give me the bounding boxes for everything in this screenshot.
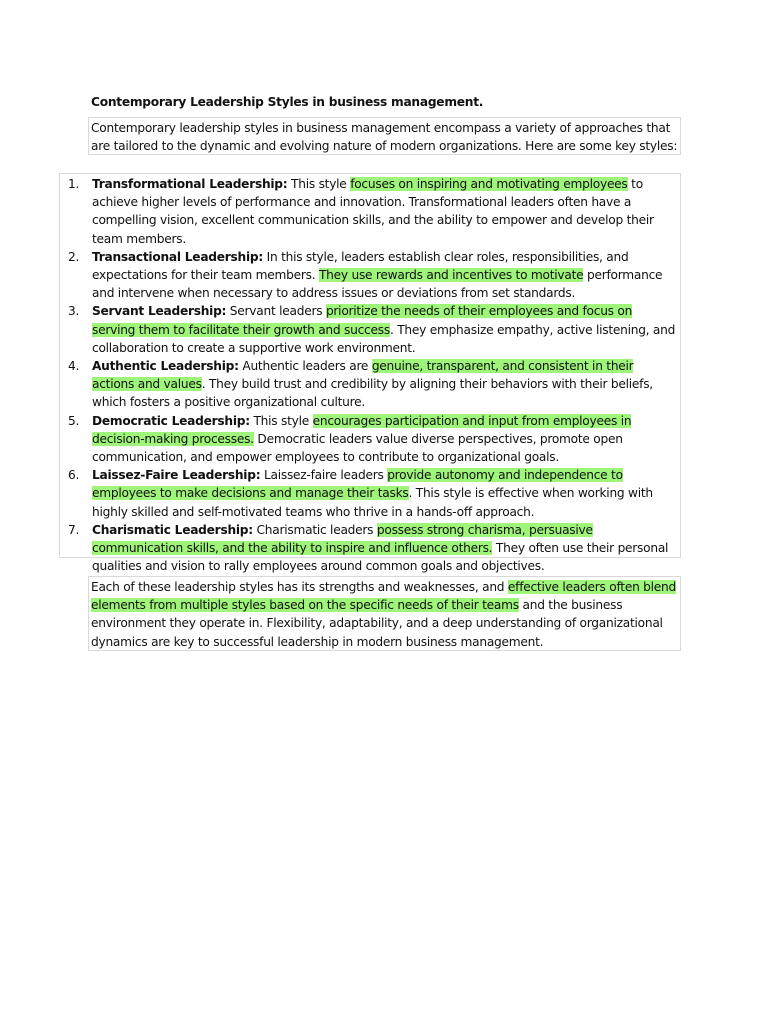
body-text: . This style is effective when working with highly skilled and self-motivated teams who thrive in a hands-off approach. <box>92 486 653 519</box>
body-text: performance and intervene when necessary to address issues or deviations from set standards. <box>92 268 663 301</box>
leadership-style-item <box>62 302 678 357</box>
body-text: They often use their personal qualities and vision to rally employees around common goals and objectives. <box>92 541 669 574</box>
body-text: This style <box>287 177 351 191</box>
leadership-style-name: Charismatic Leadership: <box>92 522 253 537</box>
list-number: 5. <box>68 413 80 428</box>
highlighted-text: possess strong charisma, persuasive communication skills, and the ability to inspire and influence others. <box>92 522 593 556</box>
leadership-style-name: Servant Leadership: <box>92 304 227 319</box>
highlighted-text: They use rewards and incentives to motivate <box>318 268 584 283</box>
highlighted-text: genuine, transparent, and consistent in their actions and values <box>92 359 634 392</box>
leadership-style-name: Authentic Leadership: <box>92 359 239 374</box>
body-text: Charismatic leaders <box>252 522 377 537</box>
document-title: Contemporary Leadership Styles in business management. <box>91 95 484 109</box>
leadership-style-name: Transformational Leadership: <box>92 177 288 191</box>
body-text: Servant leaders <box>226 304 326 319</box>
highlighted-text: prioritize the needs of their employees and focus on serving them to facilitate their growth and success <box>92 304 633 337</box>
leadership-styles-list <box>62 175 678 575</box>
list-number: 7. <box>68 522 80 537</box>
leadership-style-item <box>62 248 678 303</box>
leadership-style-item <box>62 412 678 467</box>
leadership-style-item <box>62 175 678 248</box>
leadership-style-item <box>62 466 678 521</box>
body-text: and the business environment they operate in. Flexibility, adaptability, and a deep understanding of organizational dynamics are key to successful leadership in modern business management. <box>91 598 663 649</box>
body-text: Each of these leadership styles has its strengths and weaknesses, and <box>91 580 508 594</box>
leadership-styles-list-box <box>59 173 681 574</box>
list-number: 1. <box>68 177 80 191</box>
leadership-style-item <box>62 357 678 412</box>
body-text: . They emphasize empathy, active listening, and collaboration to create a supportive work environment. <box>92 322 676 355</box>
list-number: 2. <box>68 249 80 264</box>
list-number: 4. <box>68 359 80 374</box>
leadership-style-name: Democratic Leadership: <box>92 413 250 428</box>
leadership-style-name: Transactional Leadership: <box>92 249 263 264</box>
body-text: to achieve higher levels of performance and innovation. Transformational leaders often have a compelling vision, excellent communication skills, and the ability to empower and develop their team members. <box>92 177 654 246</box>
leadership-style-item <box>62 521 678 576</box>
highlighted-text: focuses on inspiring and motivating employees <box>350 177 628 191</box>
highlighted-text: encourages participation and input from employees in decision-making processes. <box>92 413 632 446</box>
list-number: 6. <box>68 468 80 483</box>
highlighted-text: provide autonomy and independence to employees to make decisions and manage their tasks <box>92 468 623 501</box>
body-text: . They build trust and credibility by aligning their behaviors with their beliefs, which fosters a positive organizational culture. <box>92 377 653 410</box>
list-number: 3. <box>68 304 80 319</box>
closing-paragraph <box>88 576 681 651</box>
highlighted-text: effective leaders often blend elements from multiple styles based on the specific needs of their teams <box>91 580 676 613</box>
body-text: Authentic leaders are <box>238 359 372 374</box>
intro-paragraph: Contemporary leadership styles in business management encompass a variety of approaches that are tailored to the dynamic and evolving nature of modern organizations. Here are some key styles: <box>88 117 681 155</box>
body-text: Democratic leaders value diverse perspectives, promote open communication, and empower employees to contribute to organizational goals. <box>92 431 623 465</box>
body-text: Laissez-faire leaders <box>260 468 388 483</box>
leadership-style-name: Laissez-Faire Leadership: <box>92 468 261 483</box>
body-text: This style <box>249 413 313 428</box>
body-text: In this style, leaders establish clear roles, responsibilities, and expectations for their team members. <box>92 249 629 283</box>
